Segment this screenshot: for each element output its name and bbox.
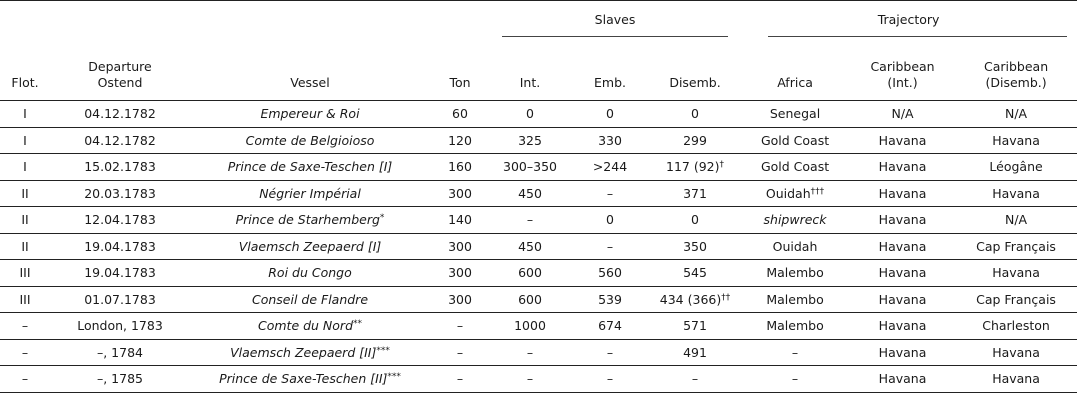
footnote-mark: *** (376, 345, 390, 356)
cell-departure: 15.02.1783 (84, 159, 156, 175)
col-disemb: Disemb. (669, 75, 721, 90)
table-row (0, 339, 1077, 366)
table-row (0, 366, 1077, 393)
cell-departure: 04.12.1782 (84, 106, 156, 122)
table-body (0, 101, 1077, 393)
cell-caribbean-disemb: Havana (992, 371, 1040, 387)
cell-flot: I (23, 106, 27, 122)
cell-vessel: Comte du Nord** (257, 318, 363, 334)
cell-ton: 140 (448, 212, 472, 228)
cell-departure: –, 1784 (96, 344, 143, 360)
cell-departure: 19.04.1783 (84, 265, 156, 281)
cell-disemb: 491 (683, 344, 707, 360)
cell-caribbean-disemb: Havana (992, 265, 1040, 281)
col-departure: Departure Ostend (88, 59, 152, 90)
cell-caribbean-disemb: Cap Français (976, 291, 1056, 307)
cell-africa: Gold Coast (760, 159, 830, 175)
cell-caribbean-int: Havana (878, 185, 927, 201)
trajectory-group-header: Trajectory (740, 1, 1077, 38)
cell-int: – (526, 212, 534, 228)
col-int: Int. (519, 75, 541, 90)
col-emb: Emb. (594, 75, 626, 90)
cell-int: – (526, 371, 534, 387)
cell-caribbean-int: Havana (878, 265, 927, 281)
cell-int: 450 (518, 238, 542, 254)
table-row (0, 233, 1077, 260)
cell-flot: – (21, 371, 29, 387)
cell-caribbean-int: Havana (878, 238, 927, 254)
cell-disemb: 371 (683, 185, 707, 201)
cell-emb: 0 (606, 106, 614, 122)
cell-ton: – (456, 344, 464, 360)
cell-ton: 300 (448, 265, 472, 281)
cell-caribbean-int: Havana (878, 371, 927, 387)
cell-caribbean-int: Havana (878, 318, 927, 334)
cell-africa: – (791, 344, 799, 360)
cell-departure: 01.07.1783 (84, 291, 156, 307)
table-row (0, 207, 1077, 234)
cell-int: 300–350 (503, 159, 557, 175)
footnote-mark: ††† (810, 186, 825, 197)
cell-departure: 12.04.1783 (84, 212, 156, 228)
cell-caribbean-int: Havana (878, 159, 927, 175)
cell-vessel: Roi du Congo (268, 265, 352, 281)
footnote-mark: † (719, 160, 725, 171)
cell-africa: Gold Coast (760, 132, 830, 148)
cell-caribbean-disemb: Havana (992, 344, 1040, 360)
cell-disemb: 545 (683, 265, 707, 281)
cell-africa: Malembo (766, 318, 824, 334)
cell-flot: III (19, 265, 31, 281)
group-header-row (0, 1, 1077, 38)
cell-disemb: 0 (691, 212, 699, 228)
cell-flot: III (19, 291, 31, 307)
cell-departure: –, 1785 (96, 371, 143, 387)
cell-disemb: 434 (366)†† (659, 291, 731, 307)
cell-caribbean-disemb: Charleston (982, 318, 1050, 334)
cell-flot: II (21, 185, 29, 201)
cell-vessel: Prince de Starhemberg* (235, 212, 385, 228)
cell-flot: II (21, 238, 29, 254)
cell-caribbean-int: N/A (891, 106, 914, 122)
footnote-mark: ** (353, 319, 363, 330)
cell-vessel: Vlaemsch Zeepaerd [I] (238, 238, 382, 254)
cell-vessel: Empereur & Roi (260, 106, 360, 122)
cell-int: – (526, 344, 534, 360)
cell-disemb: 117 (92)† (666, 159, 725, 175)
cell-africa: – (791, 371, 799, 387)
cell-int: 325 (518, 132, 542, 148)
cell-africa: Malembo (766, 291, 824, 307)
cell-departure: 04.12.1782 (84, 132, 156, 148)
cell-ton: 300 (448, 238, 472, 254)
cell-int: 0 (526, 106, 534, 122)
cell-emb: 674 (598, 318, 622, 334)
cell-ton: 160 (448, 159, 472, 175)
cell-vessel: Négrier Impérial (259, 185, 361, 201)
cell-emb: – (606, 344, 614, 360)
cell-vessel: Vlaemsch Zeepaerd [II]*** (230, 344, 390, 360)
cell-emb: >244 (592, 159, 628, 175)
cell-africa: shipwreck (763, 212, 827, 228)
cell-disemb: 571 (683, 318, 707, 334)
cell-caribbean-disemb: Cap Français (976, 238, 1056, 254)
cell-africa: Senegal (769, 106, 821, 122)
cell-africa: Ouidah††† (765, 185, 825, 201)
table-row (0, 180, 1077, 207)
cell-int: 1000 (514, 318, 546, 334)
cell-vessel: Conseil de Flandre (251, 291, 369, 307)
col-ton: Ton (449, 75, 471, 90)
cell-caribbean-disemb: N/A (1004, 212, 1028, 228)
cell-flot: – (21, 344, 29, 360)
table-row (0, 127, 1077, 154)
col-caribbean-int: Caribbean (Int.) (870, 59, 935, 90)
cell-africa: Ouidah (772, 238, 818, 254)
column-header-row (0, 37, 1077, 101)
cell-vessel: Comte de Belgioioso (245, 132, 375, 148)
table-row (0, 286, 1077, 313)
cell-flot: II (21, 212, 29, 228)
cell-africa: Malembo (766, 265, 824, 281)
cell-int: 450 (518, 185, 542, 201)
cell-departure: London, 1783 (77, 318, 163, 334)
cell-flot: I (23, 132, 27, 148)
cell-caribbean-disemb: N/A (1004, 106, 1028, 122)
cell-caribbean-int: Havana (878, 344, 927, 360)
footnote-mark: *** (387, 372, 401, 383)
table-row (0, 101, 1077, 128)
footnote-mark: †† (721, 292, 731, 303)
cell-caribbean-disemb: Havana (992, 185, 1040, 201)
col-africa: Africa (777, 75, 813, 90)
cell-emb: 0 (606, 212, 614, 228)
cell-ton: 300 (448, 185, 472, 201)
col-caribbean-disemb: Caribbean (Disemb.) (983, 59, 1049, 90)
cell-ton: – (456, 371, 464, 387)
cell-ton: 60 (452, 106, 468, 122)
cell-disemb: 299 (683, 132, 707, 148)
cell-caribbean-int: Havana (878, 212, 927, 228)
cell-disemb: 350 (683, 238, 707, 254)
cell-departure: 20.03.1783 (84, 185, 156, 201)
cell-ton: 300 (448, 291, 472, 307)
cell-ton: 120 (448, 132, 472, 148)
table-row (0, 154, 1077, 181)
cell-departure: 19.04.1783 (84, 238, 156, 254)
cell-flot: I (23, 159, 27, 175)
cell-emb: – (606, 238, 614, 254)
cell-emb: – (606, 371, 614, 387)
cell-int: 600 (518, 265, 542, 281)
cell-emb: 560 (598, 265, 622, 281)
cell-vessel: Prince de Saxe-Teschen [I] (227, 159, 393, 175)
cell-disemb: – (691, 371, 699, 387)
cell-caribbean-disemb: Havana (992, 132, 1040, 148)
cell-caribbean-int: Havana (878, 132, 927, 148)
table-row (0, 260, 1077, 287)
cell-int: 600 (518, 291, 542, 307)
cell-emb: 330 (598, 132, 622, 148)
cell-vessel: Prince de Saxe-Teschen [II]*** (219, 371, 401, 387)
cell-caribbean-disemb: Léogâne (989, 159, 1043, 175)
cell-flot: – (21, 318, 29, 334)
cell-disemb: 0 (691, 106, 699, 122)
col-vessel: Vessel (290, 75, 330, 90)
col-flot: Flot. (11, 75, 39, 90)
footnote-mark: * (379, 213, 385, 224)
cell-emb: – (606, 185, 614, 201)
cell-ton: – (456, 318, 464, 334)
cell-emb: 539 (598, 291, 622, 307)
table-row (0, 313, 1077, 340)
slaves-group-header: Slaves (490, 1, 740, 38)
cell-caribbean-int: Havana (878, 291, 927, 307)
